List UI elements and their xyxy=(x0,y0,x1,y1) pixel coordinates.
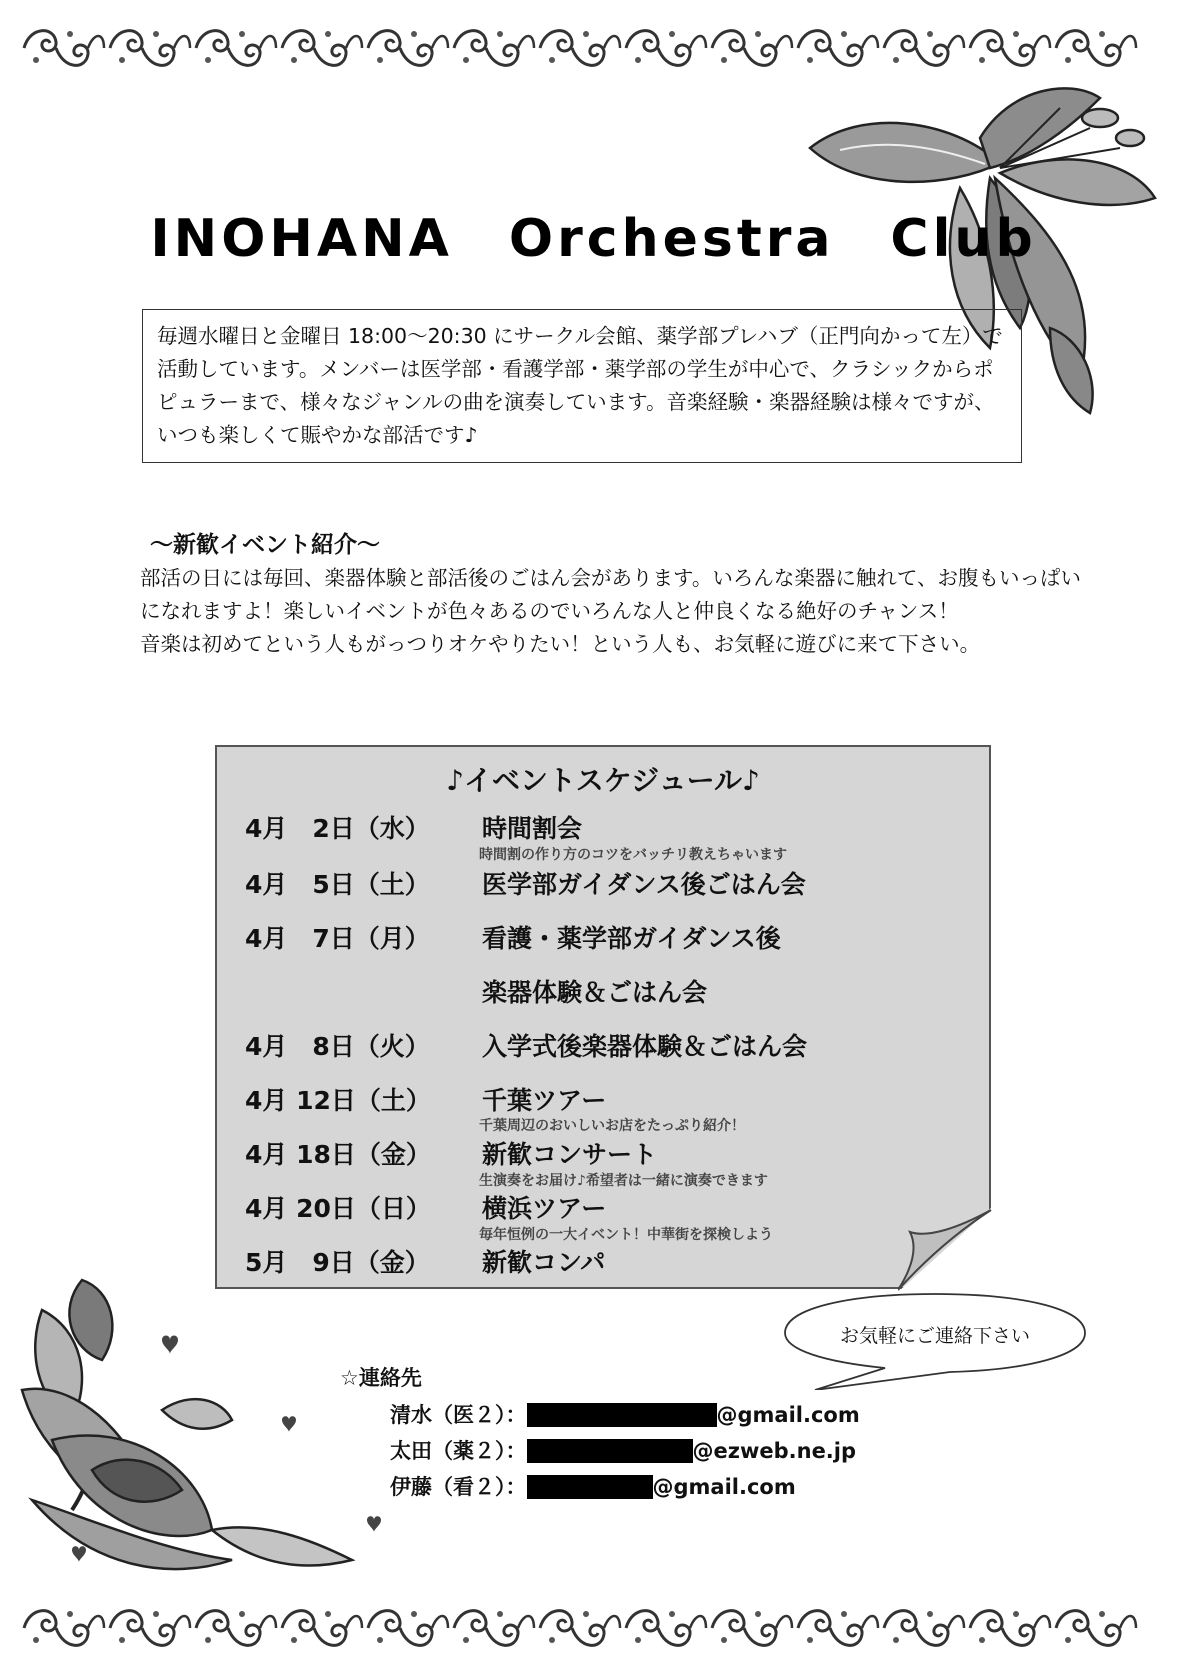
contact-name: 太田（薬２）： xyxy=(390,1439,527,1463)
schedule-date: 4月 2日（水） xyxy=(245,814,430,843)
email-domain: @gmail.com xyxy=(716,1403,860,1427)
schedule-row xyxy=(245,973,707,1009)
page-title: INOHANA Orchestra Club xyxy=(150,209,1037,269)
email-domain: @gmail.com xyxy=(652,1475,796,1499)
schedule-row xyxy=(245,919,781,955)
top-scroll-border xyxy=(20,20,1167,76)
schedule-row xyxy=(245,1027,807,1063)
schedule-date: 4月 7日（月） xyxy=(245,924,430,953)
redacted-email xyxy=(527,1439,693,1463)
schedule-event: 医学部ガイダンス後ごはん会 xyxy=(482,870,806,899)
event-schedule-panel xyxy=(215,745,991,1289)
schedule-event: 看護・薬学部ガイダンス後 xyxy=(482,924,781,953)
page-curl-corner xyxy=(898,1208,993,1292)
schedule-row xyxy=(245,1189,606,1225)
events-paragraph-2: 音楽は初めてという人もがっつりオケやりたい！という人も、お気軽に遊びに来て下さい。 xyxy=(140,632,981,656)
contact-heading: ☆連絡先 xyxy=(340,1366,422,1390)
schedule-row xyxy=(245,1135,657,1171)
contact-entry xyxy=(390,1471,796,1501)
schedule-date: 4月 12日（土） xyxy=(245,1086,431,1115)
events-section-heading: ～新歓イベント紹介～ xyxy=(150,532,380,558)
schedule-event: 時間割会 xyxy=(482,814,583,843)
schedule-note: 毎年恒例の一大イベント！中華街を探検しよう xyxy=(479,1227,773,1243)
schedule-row xyxy=(245,809,582,845)
schedule-row xyxy=(245,865,806,901)
schedule-date: 4月 20日（日） xyxy=(245,1194,431,1223)
schedule-event: 新歓コンサート xyxy=(482,1140,658,1169)
schedule-date: 4月 18日（金） xyxy=(245,1140,431,1169)
schedule-note: 時間割の作り方のコツをバッチリ教えちゃいます xyxy=(479,847,787,863)
bottom-scroll-border xyxy=(20,1600,1167,1656)
events-description xyxy=(140,562,1090,661)
schedule-note: 千葉周辺のおいしいお店をたっぷり紹介！ xyxy=(479,1118,745,1134)
redacted-email xyxy=(527,1475,653,1499)
events-paragraph-1: 部活の日には毎回、楽器体験と部活後のごはん会があります。いろんな楽器に触れて、お腹もいっぱいになれますよ！楽しいイベントが色々あるのでいろんな人と仲良くなる絶好のチャンス！ xyxy=(140,566,1081,623)
schedule-row xyxy=(245,1081,606,1117)
schedule-note: 生演奏をお届け♪希望者は一緒に演奏できます xyxy=(479,1173,768,1189)
contact-name: 伊藤（看２）： xyxy=(390,1475,527,1499)
schedule-event: 入学式後楽器体験＆ごはん会 xyxy=(482,1032,808,1061)
schedule-date: 4月 5日（土） xyxy=(245,870,430,899)
contact-entry xyxy=(390,1435,856,1465)
redacted-email xyxy=(527,1403,717,1427)
schedule-event: 横浜ツアー xyxy=(482,1194,607,1223)
schedule-date: 4月 8日（火） xyxy=(245,1032,430,1061)
schedule-event: 新歓コンパ xyxy=(482,1248,606,1277)
schedule-title: ♪イベントスケジュール♪ xyxy=(446,764,760,797)
bubble-text: お気軽にご連絡下さい xyxy=(839,1325,1030,1347)
flower-corner-illustration xyxy=(12,1270,392,1600)
contact-entry xyxy=(390,1399,860,1429)
contact-name: 清水（医２）： xyxy=(390,1403,527,1427)
schedule-date: 5月 9日（金） xyxy=(245,1248,430,1277)
email-domain: @ezweb.ne.jp xyxy=(692,1439,857,1463)
club-intro-box: 毎週水曜日と金曜日 18:00～20:30 にサークル会館、薬学部プレハブ（正門向かって左）で活動しています。メンバーは医学部・看護学部・薬学部の学生が中心で、クラシックからポピュラーまで、様々なジャンルの曲を演奏しています。音楽経験・楽器経験は様々ですが、いつも楽しくて賑やかな部活です♪ xyxy=(142,309,1022,463)
schedule-event: 千葉ツアー xyxy=(482,1086,607,1115)
schedule-event: 楽器体験＆ごはん会 xyxy=(482,978,708,1007)
